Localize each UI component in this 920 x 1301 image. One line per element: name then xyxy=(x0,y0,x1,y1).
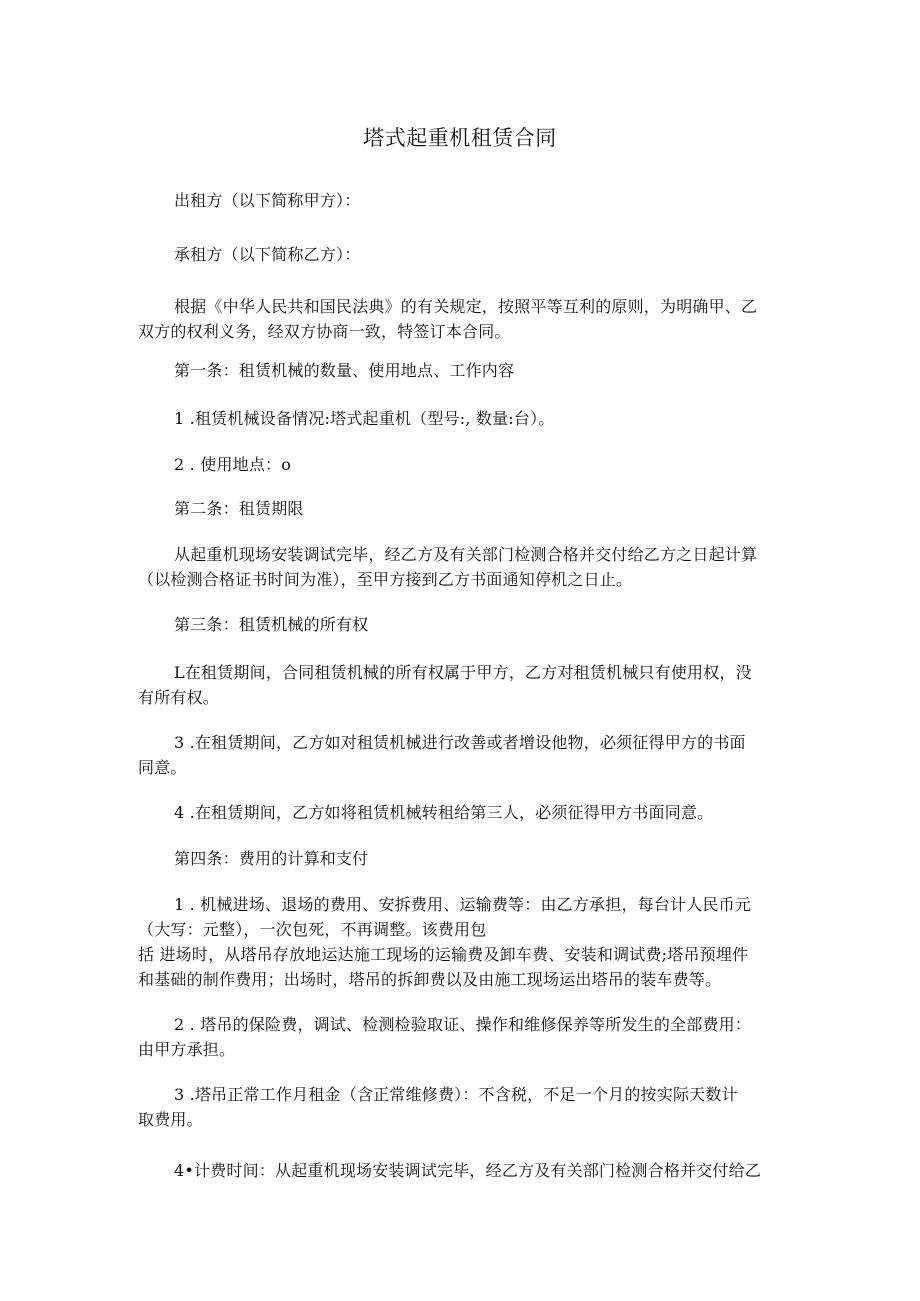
article3-heading: 第三条：租赁机械的所有权 xyxy=(174,615,369,634)
article4-item3-line-1: 3 .塔吊正常工作月租金（含正常维修费）：不含税，不足一个月的按实际天数计 xyxy=(174,1085,738,1104)
article4-item3 xyxy=(138,1082,786,1132)
article1-item2: 2 . 使用地点：o xyxy=(174,455,292,474)
article1-heading: 第一条：租赁机械的数量、使用地点、工作内容 xyxy=(174,361,515,380)
article4-item2 xyxy=(138,1012,786,1062)
article4-item1-line-2: （大写：元整），一次包死，不再调整。该费用包 xyxy=(138,920,487,939)
article4-item2-line-2: 由甲方承担。 xyxy=(138,1040,236,1059)
article4-item1-line-1: 1 . 机械进场、退场的费用、安拆费用、运输费等：由乙方承担，每台计人民币元 xyxy=(174,895,752,914)
article4-item4: 4•计费时间：从起重机现场安装调试完毕，经乙方及有关部门检测合格并交付给乙 xyxy=(174,1161,762,1180)
article1-item1: 1 .租赁机械设备情况:塔式起重机（型号:, 数量:台）。 xyxy=(174,409,555,428)
article3-item3-line-2: 同意。 xyxy=(138,758,187,777)
article4-item3-line-2: 取费用。 xyxy=(138,1110,203,1129)
article3-item1-line-1: L在租赁期间，合同租赁机械的所有权属于甲方，乙方对租赁机械只有使用权，没 xyxy=(174,663,752,682)
article4-item1-line-3: 括 进场时，从塔吊存放地运达施工现场的运输费及卸车费、安装和调试费;塔吊预埋件 xyxy=(138,945,749,964)
article3-item3-line-1: 3 .在租赁期间，乙方如对租赁机械进行改善或者增设他物，必须征得甲方的书面 xyxy=(174,733,746,752)
lessee-line: 承租方（以下简称乙方）： xyxy=(174,245,361,264)
article2-heading: 第二条：租赁期限 xyxy=(174,499,304,518)
article4-item2-line-1: 2 . 塔吊的保险费，调试、检测检验取证、操作和维修保养等所发生的全部费用： xyxy=(174,1015,752,1034)
article3-item3 xyxy=(138,730,786,780)
article4-heading: 第四条：费用的计算和支付 xyxy=(174,849,369,868)
article2-body xyxy=(138,542,786,592)
article2-body-line-2: （以检测合格证书时间为准），至甲方接到乙方书面通知停机之日止。 xyxy=(138,570,633,589)
document-title: 塔式起重机租赁合同 xyxy=(363,126,557,150)
article3-item1 xyxy=(138,660,786,710)
article4-item1-line-4: 和基础的制作费用；出场时，塔吊的拆卸费以及由施工现场运出塔吊的装车费等。 xyxy=(138,970,722,989)
article3-item4: 4 .在租赁期间，乙方如将租赁机械转租给第三人，必须征得甲方书面同意。 xyxy=(174,803,714,822)
preamble-line-2: 双方的权利义务，经双方协商一致，特签订本合同。 xyxy=(138,322,511,341)
article3-item1-line-2: 有所有权。 xyxy=(138,688,220,707)
preamble-line-1: 根据《中华人民共和国民法典》的有关规定，按照平等互利的原则，为明确甲、乙 xyxy=(174,297,758,316)
article4-item1 xyxy=(138,892,786,992)
article2-body-line-1: 从起重机现场安装调试完毕，经乙方及有关部门检测合格并交付给乙方之日起计算 xyxy=(174,545,758,564)
lessor-line: 出租方（以下简称甲方）： xyxy=(174,191,361,210)
preamble-paragraph xyxy=(138,294,786,344)
